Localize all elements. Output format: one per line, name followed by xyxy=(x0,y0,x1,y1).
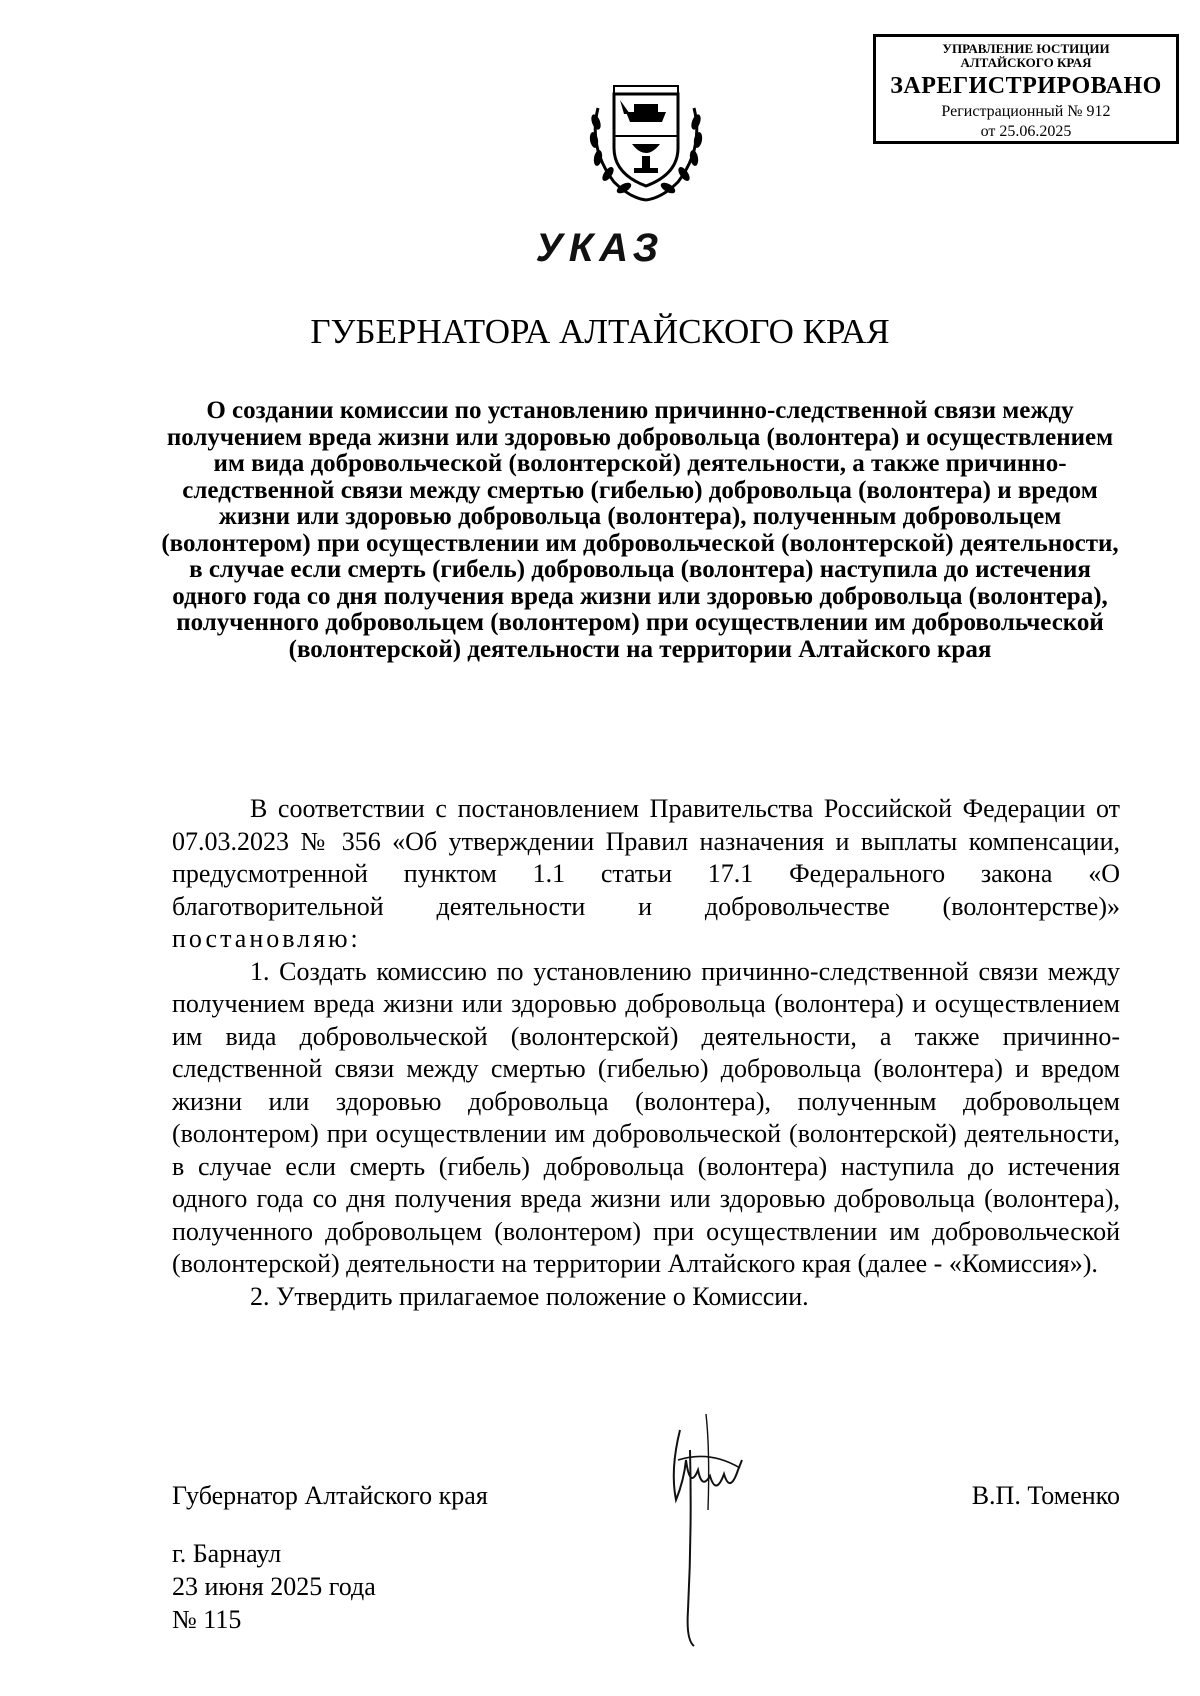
decree-word: постановляю: xyxy=(172,924,361,953)
preamble-paragraph xyxy=(172,793,1120,956)
signatory-name: В.П. Томенко xyxy=(971,1481,1120,1510)
handwritten-signature xyxy=(650,1410,780,1650)
footer-date: 23 июня 2025 года xyxy=(172,1572,376,1601)
stamp-reg-date: от 25.06.2025 xyxy=(980,123,1072,140)
item-1: 1. Создать комиссию по установлению причинно-следственной связи между получением вреда жизни или здоровью добровольца (волонтера) и осуществлением им вида добровольческой (волонтерской) деятельности, а также причинно-следственной связи между смертью (гибелью) добровольца (волонтера) и вредом жизни или здоровью добровольца (волонтера), полученным добровольцем (волонтером) при осуществлении им добровольческой (волонтерской) деятельности, в случае если смерть (гибель) добровольца (волонтера) наступила до истечения одного года со дня получения вреда жизни или здоровью добровольца (волонтера), полученного добровольцем (волонтером) при осуществлении им добровольческой (волонтерской) деятельности на территории Алтайского края (далее - «Комиссия»). xyxy=(172,956,1120,1278)
document-body xyxy=(172,793,1120,1313)
document-type: УКАЗ xyxy=(535,226,665,270)
document-subject: О создании комиссии по установлению причинно-следственной связи между получением вреда жизни или здоровью добровольца (волонтера) и осуществлением им вида добровольческой (волонтерской) деятельности, а также причинно-следственной связи между смертью (гибелью) добровольца (волонтера) и вредом жизни или здоровью добровольца (волонтера), полученным добровольцем (волонтером) при осуществлении им добровольческой (волонтерской) деятельности, в случае если смерть (гибель) добровольца (волонтера) наступила до истечения одного года со дня получения вреда жизни или здоровью добровольца (волонтера), полученного добровольцем (волонтером) при осуществлении им добровольческой (волонтерской) деятельности на территории Алтайского края xyxy=(161,397,1119,663)
document-footer xyxy=(172,1537,376,1636)
signature-block xyxy=(172,1481,1120,1511)
stamp-authority-line1: УПРАВЛЕНИЕ ЮСТИЦИИ xyxy=(942,41,1110,56)
footer-city: г. Барнаул xyxy=(172,1539,282,1568)
stamp-authority-line2: АЛТАЙСКОГО КРАЯ xyxy=(960,55,1092,70)
footer-number: № 115 xyxy=(172,1605,242,1634)
issuing-authority: ГУБЕРНАТОРА АЛТАЙСКОГО КРАЯ xyxy=(310,312,890,351)
registration-stamp xyxy=(873,34,1179,144)
stamp-reg-number: Регистрационный № 912 xyxy=(941,103,1111,120)
signatory-position: Губернатор Алтайского края xyxy=(172,1481,488,1510)
item-2: 2. Утвердить прилагаемое положение о Комиссии. xyxy=(250,1281,809,1311)
stamp-status: ЗАРЕГИСТРИРОВАНО xyxy=(890,73,1162,99)
preamble-text: В соответствии с постановлением Правительства Российской Федерации от 07.03.2023 № 356 «Об утверждении Правил назначения и выплаты компенсации, предусмотренной пунктом 1.1 статьи 17.1 Федерального закона «О благотворительной деятельности и добровольчестве (волонтерстве)» xyxy=(172,794,1120,921)
coat-of-arms-emblem xyxy=(584,78,708,206)
